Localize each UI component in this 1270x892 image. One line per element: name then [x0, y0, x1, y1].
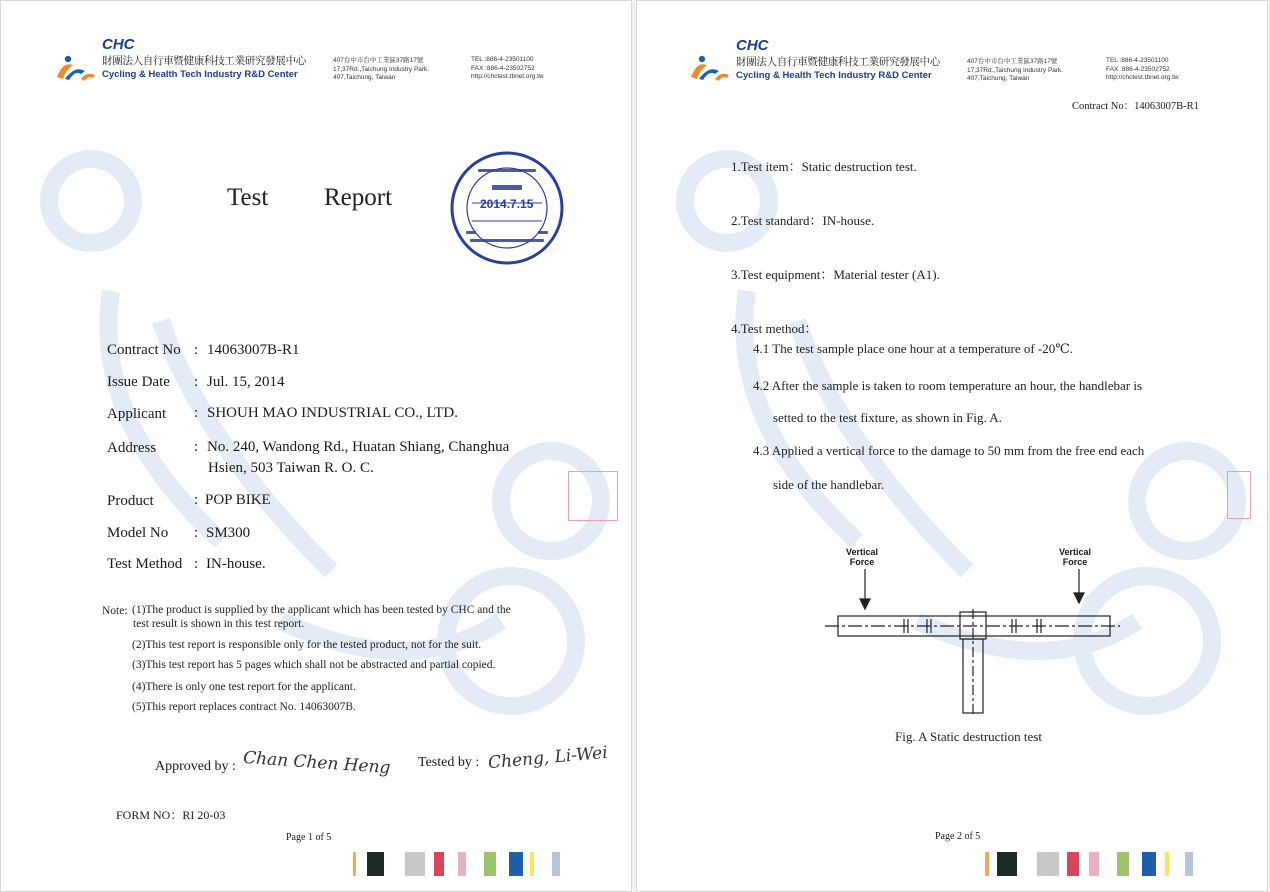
contact-line: TEL :886-4-23501100: [1106, 57, 1169, 64]
report-page-1: [0, 0, 632, 892]
page-number: Page 1 of 5: [286, 832, 332, 843]
stamp-date: 2014.7.15: [480, 197, 534, 211]
product-value: POP BIKE: [205, 492, 271, 508]
contact-line: http://chctest.tbnet.org.tw: [1106, 74, 1179, 81]
org-contact: [471, 56, 544, 82]
contact-line: FAX :886-4-23502752: [471, 64, 535, 72]
note-item: (5)This report replaces contract No. 14063007B.: [132, 701, 356, 713]
org-english-name: Cycling & Health Tech Industry R&D Center: [736, 70, 932, 81]
report-page-2: [636, 0, 1268, 892]
force-label-left: [846, 547, 878, 567]
force-label-right: [1059, 547, 1091, 567]
color-swatch: [1165, 852, 1169, 876]
method-step: 4.2 After the sample is taken to room temperature an hour, the handlebar is: [753, 378, 1142, 393]
applicant-label: Applicant: [107, 406, 167, 422]
address-line: 407,Taichung, Taiwan: [333, 74, 396, 81]
address-line: 407,Taichung, Taiwan: [967, 75, 1030, 82]
approved-by-signature: Chan Chen Heng: [242, 747, 392, 779]
model-no-value: SM300: [206, 525, 251, 541]
form-number: FORM NO：RI 20-03: [116, 808, 226, 822]
issue-date-colon: :: [194, 374, 199, 390]
org-address: [333, 57, 429, 83]
tested-by-signature: Cheng, Li-Wei: [487, 742, 609, 774]
color-swatch: [1185, 852, 1193, 876]
force-label-text: Vertical: [1059, 547, 1092, 557]
color-swatch: [985, 852, 989, 876]
page-number: Page 2 of 5: [935, 831, 981, 842]
org-chinese-name: 財團法人自行車暨健康科技工業研究發展中心: [736, 56, 940, 68]
applicant-value: SHOUH MAO INDUSTRIAL CO., LTD.: [207, 405, 458, 421]
report-title-word-1: Test: [227, 184, 269, 211]
tested-by-label: Tested by :: [418, 755, 480, 770]
tested-by-text: Tested by: [418, 755, 472, 770]
figure-caption: Fig. A Static destruction test: [895, 729, 1042, 744]
address-label: Address: [107, 440, 157, 456]
note-item: test result is shown in this test report.: [133, 618, 305, 630]
product-label: Product: [107, 493, 154, 509]
address-colon: :: [194, 439, 199, 455]
method-step: 4.3 Applied a vertical force to the damage to 50 mm from the free end each: [753, 443, 1145, 458]
color-swatch: [484, 852, 496, 876]
applicant-colon: :: [194, 405, 199, 421]
org-address: [967, 58, 1063, 84]
contract-no-value: 14063007B-R1: [207, 342, 300, 358]
color-swatch: [1067, 852, 1079, 876]
product-colon: :: [194, 492, 199, 508]
color-swatch: [530, 852, 534, 876]
org-short-name: CHC: [736, 37, 769, 54]
note-item: (4)There is only one test report for the applicant.: [132, 681, 356, 693]
contact-line: FAX :886-4-23502752: [1106, 65, 1170, 73]
color-swatch: [367, 852, 384, 876]
test-method-colon: :: [194, 556, 199, 572]
color-swatch: [405, 852, 425, 876]
method-step: setted to the test fixture, as shown in Fig. A.: [773, 410, 1002, 425]
force-label-text: Force: [849, 557, 875, 567]
force-label-text: Vertical: [846, 547, 879, 557]
red-side-stamp: [568, 471, 618, 521]
contract-reference: Contract No：14063007B-R1: [1072, 101, 1199, 112]
method-step: side of the handlebar.: [773, 477, 885, 492]
color-swatch: [1037, 852, 1059, 876]
approved-by-label: Approved by :: [155, 759, 236, 774]
contact-line: TEL :886-4-23501100: [471, 56, 534, 63]
test-method-value: IN-house.: [206, 556, 266, 572]
note-item: (3)This test report has 5 pages which shall not be abstracted and partial copied.: [132, 659, 496, 671]
handlebar-test-diagram: [822, 569, 1122, 719]
color-swatch: [458, 852, 466, 876]
color-swatch: [434, 852, 444, 876]
contract-no-colon: :: [194, 342, 199, 358]
notes-label: Note:: [102, 605, 128, 617]
note-item: (1)The product is supplied by the applicant which has been tested by CHC and the: [132, 604, 511, 616]
color-swatch: [353, 852, 356, 876]
chc-logo-icon: [51, 51, 101, 85]
address-value-line-1: No. 240, Wandong Rd., Huatan Shiang, Changhua: [207, 439, 510, 455]
test-method-heading: 4.Test method：: [731, 321, 818, 336]
issue-date-value: Jul. 15, 2014: [207, 374, 285, 390]
issue-date-label: Issue Date: [107, 374, 170, 390]
note-item: (2)This test report is responsible only for the tested product, not for the suit.: [132, 639, 482, 651]
color-swatch: [997, 852, 1017, 876]
approved-by-text: Approved by: [155, 759, 229, 774]
test-method-label: Test Method: [107, 556, 183, 572]
address-line: 17,37Rd.,Taichung Industry Park.: [333, 65, 430, 73]
color-swatch: [1089, 852, 1099, 876]
test-item: 1.Test item：Static destruction test.: [731, 159, 917, 174]
address-line: 17,37Rd.,Taichung Industry Park.: [967, 66, 1064, 74]
address-line: 407台中市台中工業區37路17號: [333, 57, 424, 64]
model-no-colon: :: [194, 525, 199, 541]
org-short-name: CHC: [102, 36, 135, 53]
contract-no-label: Contract No: [107, 342, 181, 358]
red-side-stamp: [1227, 471, 1251, 519]
color-swatch: [509, 852, 523, 876]
contact-line: http://chctest.tbnet.org.tw: [471, 73, 544, 80]
test-standard: 2.Test standard：IN-house.: [731, 213, 875, 228]
force-label-text: Force: [1062, 557, 1088, 567]
org-english-name: Cycling & Health Tech Industry R&D Center: [102, 69, 298, 80]
org-chinese-name: 財團法人自行車暨健康科技工業研究發展中心: [102, 55, 306, 67]
test-equipment: 3.Test equipment：Material tester (A1).: [731, 267, 940, 282]
address-value-line-2: Hsien, 503 Taiwan R. O. C.: [208, 460, 374, 476]
color-swatch: [552, 852, 560, 876]
address-line: 407台中市台中工業區37路17號: [967, 58, 1058, 65]
org-contact: [1106, 57, 1179, 83]
color-swatch: [1142, 852, 1156, 876]
chc-logo-icon: [685, 51, 735, 85]
report-title-word-2: Report: [324, 184, 393, 211]
color-swatch: [1117, 852, 1129, 876]
method-step: 4.1 The test sample place one hour at a temperature of -20℃.: [753, 341, 1074, 356]
model-no-label: Model No: [107, 525, 169, 541]
